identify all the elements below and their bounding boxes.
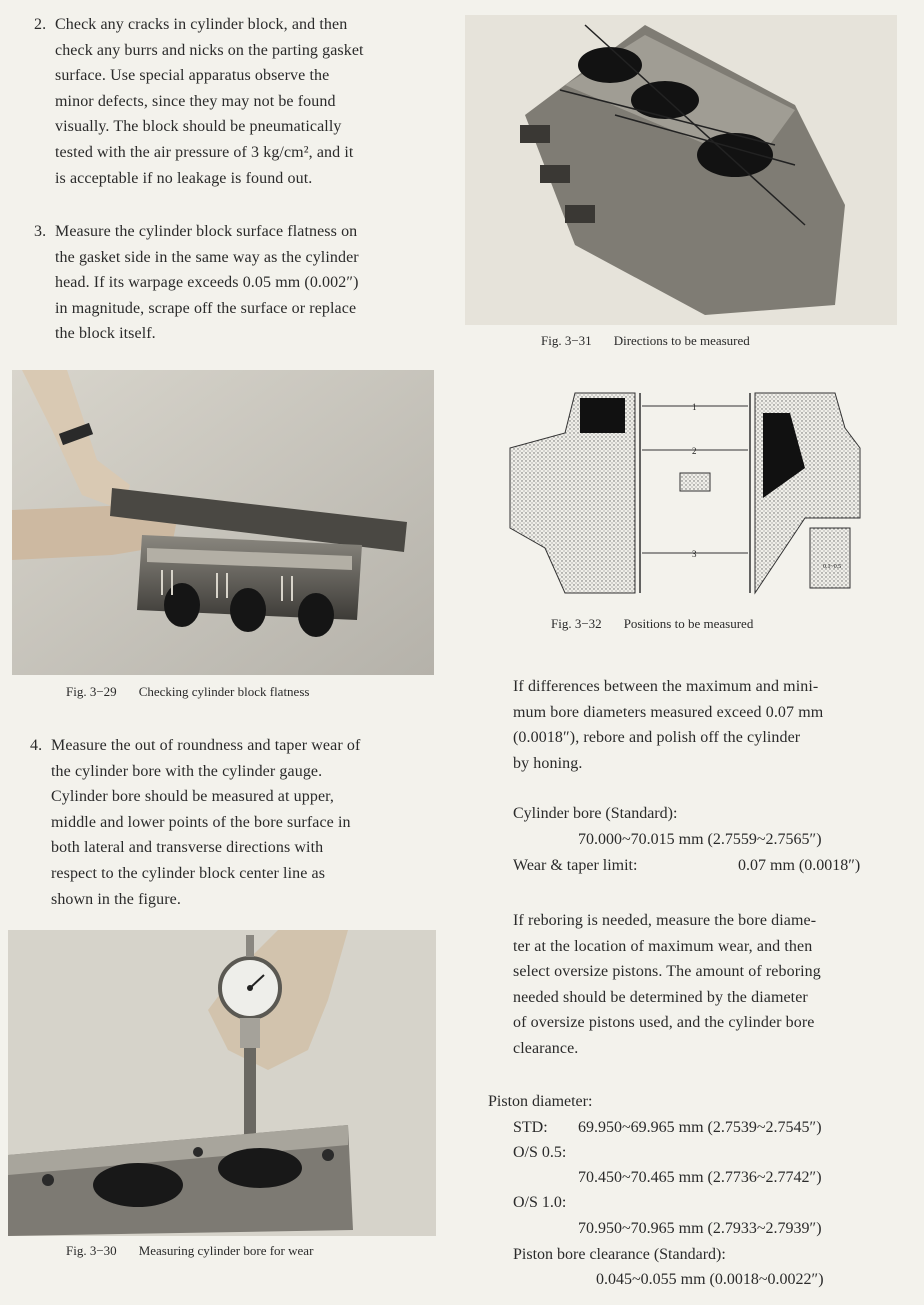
item-number: 3. xyxy=(34,223,47,240)
caption-fig-3-32 xyxy=(551,616,753,632)
text-line: Measure the cylinder block surface flatness on xyxy=(55,223,358,240)
text-line: clearance. xyxy=(513,1039,579,1057)
text-line: surface. Use special apparatus observe the xyxy=(55,67,330,85)
caption-fig-3-30 xyxy=(66,1243,313,1259)
clearance-label: Piston bore clearance (Standard): xyxy=(513,1246,726,1263)
text-line: in magnitude, scrape off the surface or replace xyxy=(55,299,357,317)
std-value: 69.950~69.965 mm (2.7539~2.7545″) xyxy=(578,1119,822,1136)
text-line: check any burrs and nicks on the parting gasket xyxy=(55,41,364,59)
text-line: of oversize pistons used, and the cylinder bore xyxy=(513,1014,815,1032)
paragraph-rebore xyxy=(513,674,893,776)
side-note: 0.1~0.5 xyxy=(823,564,842,570)
figure-title: Checking cylinder block flatness xyxy=(138,684,310,699)
cross-section-diagram xyxy=(505,388,865,598)
figure-label: Fig. 3−30 xyxy=(66,1243,117,1258)
paragraph-item-2 xyxy=(34,12,434,191)
text-line: needed should be determined by the diameter xyxy=(513,988,808,1006)
text-line: select oversize pistons. The amount of reboring xyxy=(513,963,821,981)
text-line: shown in the figure. xyxy=(51,890,181,908)
marker-2: 2 xyxy=(692,446,697,456)
text-line: Cylinder bore should be measured at upper, xyxy=(51,788,335,806)
os-1-0-label: O/S 1.0: xyxy=(513,1194,567,1211)
text-line: minor defects, since they may not be found xyxy=(55,92,336,110)
figure-label: Fig. 3−32 xyxy=(551,616,602,631)
figure-label: Fig. 3−29 xyxy=(66,684,117,699)
caption-fig-3-29 xyxy=(66,684,309,700)
figure-title: Positions to be measured xyxy=(623,616,754,631)
text-line: Check any cracks in cylinder block, and then xyxy=(55,16,348,33)
text-line: mum bore diameters measured exceed 0.07 mm xyxy=(513,703,824,721)
os-1-0-value: 70.950~70.965 mm (2.7933~2.7939″) xyxy=(578,1220,822,1237)
caption-fig-3-31 xyxy=(541,333,750,349)
clearance-value: 0.045~0.055 mm (0.0018~0.0022″) xyxy=(596,1271,824,1288)
text-line: both lateral and transverse directions with xyxy=(51,839,324,857)
text-line: Measure the out of roundness and taper wear of xyxy=(51,737,361,754)
std-label: STD: xyxy=(513,1119,548,1136)
bore-gauge-photo-illustration xyxy=(8,930,436,1236)
text-line: the cylinder bore with the cylinder gauge. xyxy=(51,762,323,780)
cylinder-bore-std-value: 70.000~70.015 mm (2.7559~2.7565″) xyxy=(578,831,822,848)
item-number: 2. xyxy=(34,16,47,33)
item-number: 4. xyxy=(30,737,43,754)
photo-measuring-bore xyxy=(8,930,436,1236)
os-0-5-value: 70.450~70.465 mm (2.7736~2.7742″) xyxy=(578,1169,822,1186)
text-line: If reboring is needed, measure the bore diame- xyxy=(513,912,817,929)
piston-diameter-label: Piston diameter: xyxy=(488,1093,593,1110)
photo-directions-measured xyxy=(465,15,897,325)
wear-limit-value: 0.07 mm (0.0018″) xyxy=(738,857,861,874)
text-line: tested with the air pressure of 3 kg/cm², and it xyxy=(55,143,354,161)
block-directions-illustration xyxy=(465,15,897,325)
paragraph-oversize xyxy=(513,908,893,1062)
marker-1: 1 xyxy=(692,402,697,412)
text-line: visually. The block should be pneumatically xyxy=(55,118,342,136)
paragraph-item-4 xyxy=(30,733,434,912)
text-line: ter at the location of maximum wear, and then xyxy=(513,937,813,955)
flatness-photo-illustration xyxy=(12,370,434,675)
text-line: head. If its warpage exceeds 0.05 mm (0.002″) xyxy=(55,274,359,292)
cylinder-bore-std-label: Cylinder bore (Standard): xyxy=(513,805,678,822)
paragraph-item-3 xyxy=(34,219,434,347)
text-line: middle and lower points of the bore surface in xyxy=(51,813,351,831)
text-line: is acceptable if no leakage is found out. xyxy=(55,169,313,187)
marker-3: 3 xyxy=(692,549,697,559)
figure-title: Measuring cylinder bore for wear xyxy=(138,1243,314,1258)
text-line: If differences between the maximum and mini- xyxy=(513,678,819,695)
figure-label: Fig. 3−31 xyxy=(541,333,592,348)
diagram-positions-measured xyxy=(505,388,865,598)
text-line: the gasket side in the same way as the cylinder xyxy=(55,248,359,266)
text-line: respect to the cylinder block center line as xyxy=(51,864,326,882)
text-line: by honing. xyxy=(513,754,583,772)
os-0-5-label: O/S 0.5: xyxy=(513,1144,567,1161)
photo-checking-flatness xyxy=(12,370,434,675)
text-line: (0.0018″), rebore and polish off the cylinder xyxy=(513,729,801,747)
text-line: the block itself. xyxy=(55,325,156,343)
wear-limit-label: Wear & taper limit: xyxy=(513,857,638,874)
figure-title: Directions to be measured xyxy=(613,333,750,348)
